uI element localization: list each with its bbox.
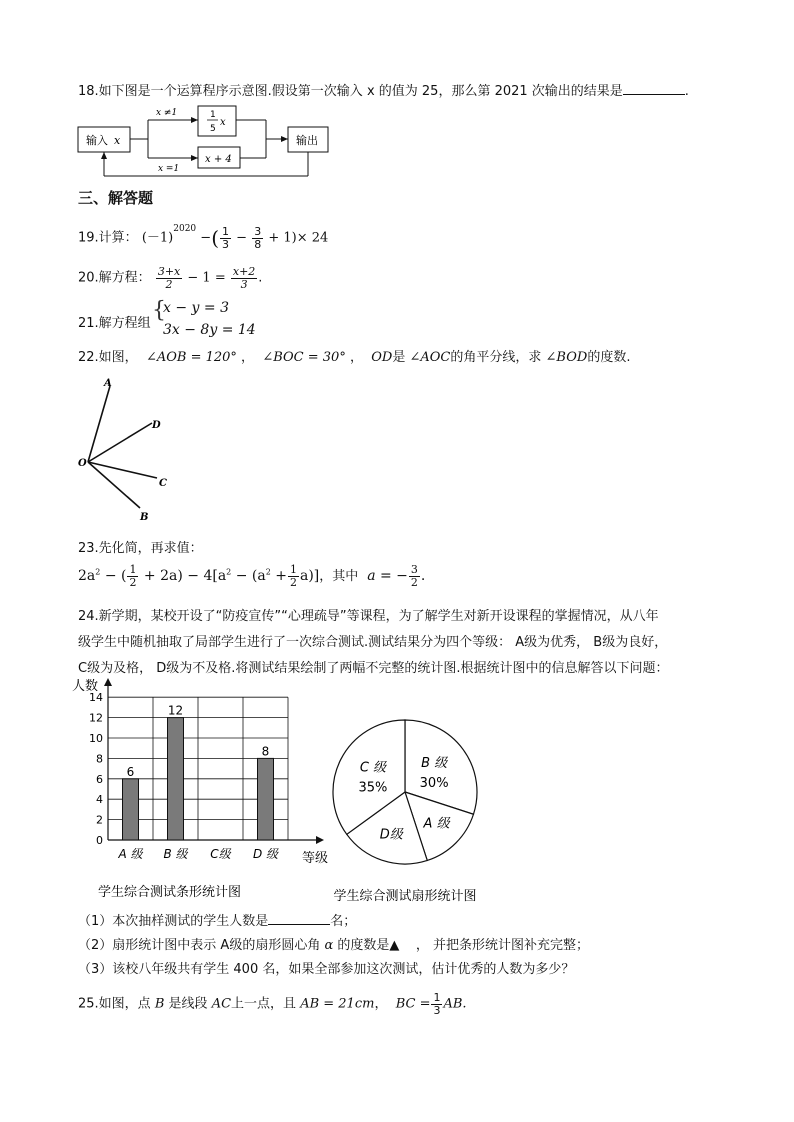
x-tick-label: A 级	[118, 847, 143, 861]
pie-slice-label: A 级	[423, 816, 450, 832]
point-A: A	[104, 378, 112, 389]
pie-slice-value: 30%	[419, 775, 449, 791]
pie-slice-label: D级	[379, 827, 403, 843]
flow-cond-top: x ≠1	[156, 108, 178, 118]
flow-frac-den: 5	[210, 124, 216, 134]
bar-data-label: 12	[167, 703, 184, 718]
q25: 25.如图，点 B 是线段 AC上一点，且 AB = 21cm， BC = $\frac{1}{3}$ AB.	[78, 991, 467, 1017]
q24-sub1-blank[interactable]	[268, 914, 330, 925]
bar-data-label: 6	[126, 764, 135, 779]
point-B: B	[140, 512, 149, 523]
y-tick-label: 10	[89, 732, 103, 745]
y-tick-label: 14	[89, 691, 103, 705]
q21-eq2: 3x − 8y = 14	[163, 322, 256, 338]
q23-expression: $2a^2$ − ( $\frac{1}{2}$ + $2a) - 4[a^2 - (a^2$ + $\frac{1}{2}$ a)]，其中 a = − $\frac{3}{2}$ .	[78, 563, 426, 589]
y-axis-label: 人数	[72, 679, 99, 694]
q22-angle-figure	[74, 372, 184, 527]
q24-line2: 级学生中随机抽取了局部学生进行了一次综合测试.测试结果分为四个等级： A级为优秀， B级为良好，	[78, 635, 668, 650]
y-tick-label: 6	[96, 772, 103, 786]
y-tick-label: 0	[96, 834, 103, 847]
q24-sub3: （3）该校八年级共有学生 400 名，如果全部参加这次测试，估计优秀的人数为多少？	[78, 962, 575, 977]
y-tick-label: 8	[96, 752, 103, 766]
q24-sub2: （2）扇形统计图中表示 A级的扇形圆心角 α 的度数是▲ ， 并把条形统计图补充完整；	[78, 938, 590, 953]
pie-chart-title: 学生综合测试扇形统计图	[333, 889, 477, 904]
x-tick-label: D 级	[252, 847, 279, 861]
bar-chart-labels	[72, 678, 328, 900]
flow-frac-num: 1	[210, 110, 216, 120]
x-tick-label: B 级	[163, 847, 188, 861]
y-tick-label: 4	[96, 793, 103, 807]
flow-cond-bottom: x =1	[158, 164, 180, 174]
pie-slice-label: B 级	[421, 755, 448, 771]
bar-chart-title: 学生综合测试条形统计图	[98, 885, 242, 900]
q21-label: 21.解方程组	[78, 316, 151, 331]
q18-answer-blank[interactable]	[623, 84, 685, 95]
q18-text: 18.如下图是一个运算程序示意图.假设第一次输入 x 的值为 25，那么第 2021 次输出的结果是 .	[78, 84, 689, 99]
point-C: C	[159, 478, 167, 489]
y-tick-label: 2	[96, 813, 103, 827]
section-title: 三、解答题	[78, 189, 154, 207]
bar	[258, 758, 274, 840]
q24-line3: C级为及格， D级为不及格.将测试结果绘制了两幅不完整的统计图.根据统计图中的信息解答以下问题：	[78, 661, 669, 676]
q24-sub1: （1）本次抽样测试的学生人数是 名；	[78, 914, 357, 929]
bar-data-label: 8	[261, 744, 270, 759]
q21-brace: {	[152, 298, 166, 323]
flow-input-var: x	[114, 134, 121, 147]
q20: 20.解方程： $\frac{3+x}{2}$ − 1 = $\frac{x+2}{3}$ .	[78, 265, 263, 291]
flow-input-label: 输入	[86, 134, 108, 147]
flow-frac-var: x	[220, 117, 226, 128]
q19: 19.计算： $(-1)^{2020}$ −( $\frac{1}{3}$ − $\frac{3}{8}$ + 1)× 24	[78, 224, 329, 251]
flow-op-bottom: x + 4	[205, 154, 232, 165]
y-axis-arrow	[104, 678, 112, 686]
pie-slice-label: C 级	[359, 760, 387, 776]
pie-chart-slices	[333, 720, 477, 864]
point-D: D	[152, 420, 161, 431]
bar-chart	[70, 676, 335, 906]
bar	[168, 718, 184, 840]
y-tick-label: 12	[89, 711, 103, 725]
point-O: O	[78, 458, 87, 469]
q18-flow-diagram	[74, 100, 344, 182]
q21-eq1: x − y = 3	[163, 300, 229, 316]
x-tick-label: C级	[210, 847, 231, 861]
q23-label: 23.先化简，再求值：	[78, 541, 203, 556]
flow-output-label: 输出	[296, 134, 318, 147]
bar	[123, 779, 139, 840]
x-axis-label: 等级	[302, 851, 329, 866]
q22: 22.如图， ∠AOB = 120° ， ∠BOC = 30° ， OD是 ∠AOC的角平分线，求 ∠BOD的度数.	[78, 350, 631, 365]
pie-slice-value: 35%	[358, 780, 388, 796]
q24-line1: 24.新学期，某校开设了“防疫宣传”“心理疏导”等课程，为了解学生对新开设课程的掌握情况，从八年	[78, 609, 659, 624]
pie-chart	[305, 702, 505, 907]
